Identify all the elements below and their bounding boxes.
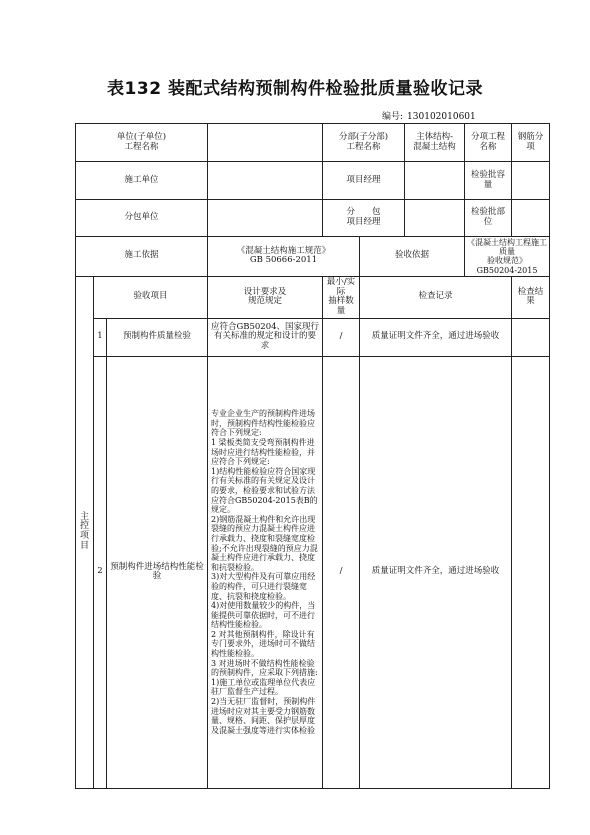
row-1-record: 质量证明文件齐全，通过进场验收: [360, 318, 512, 356]
unit-name-value: [208, 124, 323, 162]
document-number: [382, 109, 476, 122]
col-header-result: 检查结 果: [512, 276, 550, 318]
document-number-value: 130102010601: [407, 112, 476, 122]
row-2-design: [208, 356, 323, 788]
division-name-value: 主体结构- 混凝土结构: [405, 124, 465, 162]
construction-basis-label: 施工依据: [76, 237, 208, 277]
batch-capacity-value: [512, 162, 550, 200]
subcontractor-value: [208, 200, 323, 237]
batch-location-value: [512, 200, 550, 237]
acceptance-record-grid: [75, 123, 550, 789]
contractor-value: [208, 162, 323, 200]
row-1-design: 应符合GB50204、国家现行有关标准的规定和设计的要求: [208, 318, 323, 356]
requirement-line: 2)当无驻厂监督时，预制构件进场时应对其主要受力钢筋数量、规格、间距、保护层厚度及混凝土强度等进行实体检验: [211, 697, 316, 735]
requirement-line: 1)施工单位或监理单位代表应驻厂监督生产过程。: [211, 677, 316, 697]
requirement-line: 2 对其他预制构件，除设计有专门要求外，进场时可不做结构性能检验。: [211, 629, 315, 659]
col-header-design: 设计要求及 规范规定: [208, 276, 323, 318]
col-header-record: 检查记录: [360, 276, 512, 318]
contractor-label: 施工单位: [76, 162, 208, 200]
main-control-items-label: 主 控 项 目: [76, 276, 94, 788]
unit-name-label: 单位(子单位) 工程名称: [76, 124, 208, 162]
col-header-sample: 最小/实际 抽样数量: [323, 276, 360, 318]
document-number-label: 编号:: [382, 112, 404, 122]
division-name-label: 分部(子分部) 工程名称: [323, 124, 405, 162]
requirement-line: 1 梁板类简支受弯预制构件进场时应进行结构性能检验，并应符合下列规定:: [211, 438, 315, 467]
batch-capacity-label: 检验批容量: [465, 162, 512, 200]
row-2-number: 2: [94, 356, 107, 788]
row-1-number: 1: [94, 318, 107, 356]
page-title: 表132 装配式结构预制构件检验批质量验收记录: [107, 79, 483, 99]
requirement-line: 2)钢筋混凝土构件和允许出现裂缝的预应力混凝土构件应进行承载力、挠度和裂缝宽度检验;不允许出现裂缝的预应力混凝土构件应进行承载力、挠度和抗裂检验。: [211, 514, 318, 572]
construction-basis-value: 《混凝土结构施工规范》 GB 50666-2011: [208, 237, 360, 277]
batch-location-label: 检验批部位: [465, 200, 512, 237]
row-1-result: [512, 318, 550, 356]
project-manager-label: 项目经理: [323, 162, 405, 200]
row-1-item: 预制构件质量检验: [107, 318, 208, 356]
row-1-sample: /: [323, 318, 360, 356]
requirement-line: 4)对使用数量较少的构件，当能提供可靠依据时，可不进行结构性能检验。: [211, 601, 316, 630]
requirement-line: 3)对大型构件及有可靠应用经验的构件，可只进行裂缝宽度、抗裂和挠度检验。: [211, 572, 316, 601]
sub-project-manager-label: 分 包 项目经理: [323, 200, 405, 237]
requirement-line: 专业企业生产的预制构件进场时，预制构件结构性能检验应符合下列规定:: [211, 409, 315, 438]
acceptance-basis-label: 验收依据: [360, 237, 465, 277]
row-2-record: 质量证明文件齐全，通过进场验收: [360, 356, 512, 788]
row-2-sample: /: [323, 356, 360, 788]
sub-project-manager-value: [405, 200, 465, 237]
col-header-item: 验收项目: [94, 276, 208, 318]
subcontractor-label: 分包单位: [76, 200, 208, 237]
requirement-line: 1)结构性能检验应符合国家现行有关标准的有关规定及设计的要求，检验要求和试验方法应符合GB50204-2015表B的规定。: [211, 466, 318, 515]
requirement-line: 3 对进场时不做结构性能检验的预制构件，应采取下列措施:: [211, 658, 318, 678]
subitem-name-value: 钢筋分项: [512, 124, 550, 162]
acceptance-basis-value: 《混凝土结构工程施工质量 验收规范》GB50204-2015: [465, 237, 550, 277]
row-2-result: [512, 356, 550, 788]
project-manager-value: [405, 162, 465, 200]
row-2-item: 预制构件进场结构性能检验: [107, 356, 208, 788]
subitem-name-label: 分项工程名称: [465, 124, 512, 162]
